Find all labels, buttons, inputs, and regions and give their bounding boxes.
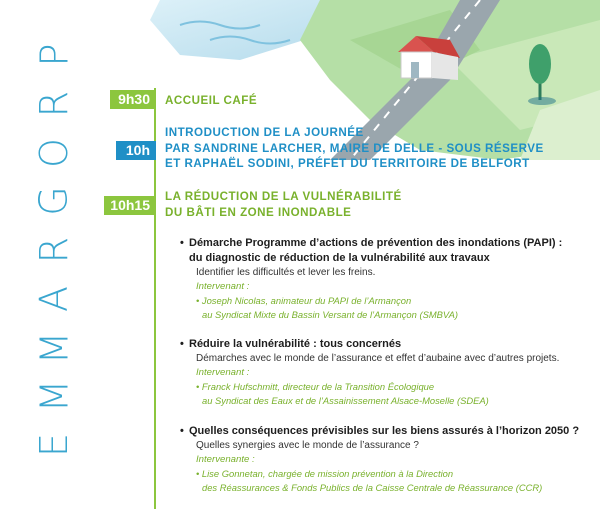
item-title-line: Démarche Programme d’actions de prévention des inondations (PAPI) : xyxy=(189,237,563,249)
speaker-line: au Syndicat des Eaux et de l’Assainissement Alsace-Moselle (SDEA) xyxy=(202,395,489,406)
session-heading-vulnerabilite xyxy=(165,189,402,220)
heading-line: PAR SANDRINE LARCHER, MAIRE DE DELLE - SOUS RÉSERVE xyxy=(165,141,544,155)
vertical-title-letter: P xyxy=(31,43,76,67)
vertical-title-letter: A xyxy=(32,285,76,312)
program-item xyxy=(180,424,598,495)
time-tag-0930: 9h30 xyxy=(110,90,156,109)
speaker-label: Intervenante : xyxy=(196,454,255,465)
time-tag-1000: 10h xyxy=(116,141,156,160)
vertical-title-letter: M xyxy=(31,379,76,413)
speaker-label: Intervenant : xyxy=(196,367,250,378)
vertical-title-letter: E xyxy=(31,432,76,458)
speaker-line: • Franck Hufschmitt, directeur de la Transition Écologique xyxy=(196,381,435,392)
speaker-line: • Lise Gonnetan, chargée de mission prévention à la Direction xyxy=(196,468,454,479)
program-item xyxy=(180,337,598,408)
speaker-line: • Joseph Nicolas, animateur du PAPI de l’Armançon xyxy=(196,295,412,306)
vertical-title-letter: M xyxy=(31,331,76,364)
program-item xyxy=(180,236,598,322)
item-description: Identifier les difficultés et lever les freins. xyxy=(196,267,376,278)
heading-line: ACCUEIL CAFÉ xyxy=(165,94,258,107)
session-heading-introduction xyxy=(165,125,544,172)
heading-line: DU BÂTI EN ZONE INONDABLE xyxy=(165,205,352,219)
speaker-line: des Réassurances & Fonds Publics de la Caisse Centrale de Réassurance (CCR) xyxy=(202,482,543,493)
speaker-line: au Syndicat Mixte du Bassin Versant de l’Armançon (SMBVA) xyxy=(202,309,459,320)
time-tag-1015: 10h15 xyxy=(104,196,156,215)
vertical-title-letter: O xyxy=(31,137,76,168)
item-title xyxy=(180,424,598,439)
session-heading-accueil xyxy=(165,93,257,109)
heading-line: INTRODUCTION DE LA JOURNÉE xyxy=(165,126,364,139)
item-title xyxy=(180,236,598,251)
vertical-title-letter: R xyxy=(32,90,76,117)
item-title xyxy=(180,337,598,352)
heading-line: ET RAPHAËL SODINI, PRÉFET DU TERRITOIRE DE BELFORT xyxy=(165,157,530,170)
bullet: • xyxy=(180,338,184,350)
vertical-title-letter: G xyxy=(31,186,76,216)
item-title-line: Quelles conséquences prévisibles sur les biens assurés à l’horizon 2050 ? xyxy=(189,425,580,437)
vertical-title-letter: R xyxy=(32,236,76,264)
heading-line: LA RÉDUCTION DE LA VULNÉRABILITÉ xyxy=(165,190,402,203)
item-title xyxy=(180,251,598,266)
item-title-line: Réduire la vulnérabilité : tous concernés xyxy=(189,338,402,350)
bullet: • xyxy=(180,237,184,249)
bullet: • xyxy=(180,425,184,437)
item-description: Démarches avec le monde de l’assurance et effet d’aubaine avec d’autres projets. xyxy=(196,353,560,364)
item-title-line: du diagnostic de réduction de la vulnérabilité aux travaux xyxy=(189,252,490,264)
vertical-title xyxy=(31,40,76,460)
speaker-label: Intervenant : xyxy=(196,281,250,292)
item-description: Quelles synergies avec le monde de l’assurance ? xyxy=(196,440,419,451)
